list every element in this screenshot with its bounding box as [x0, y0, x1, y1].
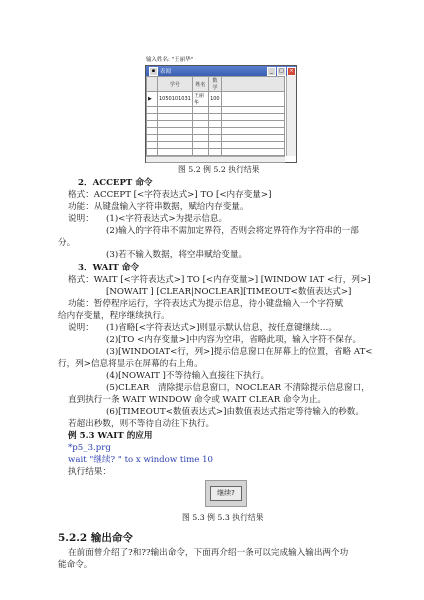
- cell-score[interactable]: 100: [209, 92, 222, 107]
- section-heading-output: 5.2.2 输出命令: [58, 532, 133, 544]
- wait-note-5: (5)CLEAR 清除提示信息窗口，NOCLEAR 不清除提示信息窗口，: [106, 383, 370, 393]
- wait-window: [205, 480, 247, 507]
- accept-note-1: (1)<字符表达式>为提示信息。: [106, 214, 228, 224]
- wait-note-2: (2)[TO <内存变量>]中内容为空串，省略此项，输入字符不保存。: [106, 335, 362, 345]
- close-icon[interactable]: ×: [287, 67, 296, 76]
- window-title: 表阅: [160, 69, 172, 75]
- table-row: [147, 128, 285, 135]
- section-heading-wait: 3．WAIT 命令: [78, 263, 139, 273]
- figure-caption-5-3: 图 5.3 例 5.3 执行结果: [182, 513, 264, 522]
- continue-button[interactable]: 继续?: [210, 486, 242, 501]
- code-line-1: *p5_3.prg: [68, 443, 111, 453]
- table-row: [147, 107, 285, 114]
- result-label: 执行结果：: [68, 467, 111, 477]
- wait-format-1: 格式：WAIT [<字符表达式>] TO [<内存变量>] [WINDOW IAT <行，列>]: [68, 275, 371, 285]
- accept-note-label: 说明：: [68, 214, 94, 224]
- row-marker-header: [147, 77, 158, 92]
- example-title: 例 5.3 WAIT 的应用: [68, 431, 153, 441]
- browse-grid[interactable]: [146, 76, 285, 156]
- accept-note-2: (2)输入的字符串不需加定界符，否则会将定界符作为字符串的一部: [106, 226, 359, 236]
- wait-function-2: 给内存变量，程序继续执行。: [58, 311, 170, 321]
- horizontal-scrollbar[interactable]: [146, 156, 285, 162]
- column-header-id[interactable]: 学号: [158, 77, 193, 92]
- wait-note-1: (1)省略[<字符表达式>]则显示默认信息，按任意键继续…。: [106, 323, 337, 333]
- wait-note-label: 说明：: [68, 323, 94, 333]
- wait-note-6: (6)[TIMEOUT<数值表达式>]由数值表达式指定等待输入的秒数。: [106, 407, 364, 417]
- vertical-scrollbar[interactable]: [286, 76, 296, 156]
- code-line-2: wait "继续? " to x window time 10: [68, 455, 214, 465]
- minimize-icon[interactable]: _: [267, 67, 276, 76]
- row-pointer-icon: ▶: [147, 92, 158, 107]
- wait-note-7: 若超出秒数，则不等待自动往下执行。: [68, 419, 215, 429]
- browse-window: [145, 65, 297, 163]
- wait-format-2: [NOWAIT ] [CLEAR|NOCLEAR][TIMEOUT<数值表达式>]: [106, 287, 352, 297]
- accept-function: 功能：从键盘输入字符串数据，赋给内存变量。: [68, 202, 249, 212]
- table-row: [147, 114, 285, 121]
- accept-format: 格式：ACCEPT [<字符表达式>] TO [<内存变量>]: [68, 190, 272, 200]
- column-header-math[interactable]: 数学: [209, 77, 222, 92]
- output-paragraph-1: 在前面曾介绍了?和??输出命令，下面再介绍一条可以完成输入输出两个功: [68, 548, 349, 558]
- table-row[interactable]: [147, 92, 285, 107]
- figure-caption-5-2: 图 5.2 例 5.2 执行结果: [178, 165, 260, 174]
- input-prompt-text: 输入姓名: "王丽华": [146, 57, 194, 63]
- accept-note-3: (3)若不输入数据，将空串赋给变量。: [106, 250, 248, 260]
- cell-name[interactable]: 王丽华: [192, 92, 208, 107]
- wait-note-4: (4)[NOWAIT ]不等待输入直接往下执行。: [106, 371, 270, 381]
- cell-id[interactable]: 1050101031: [158, 92, 193, 107]
- table-row: [147, 121, 285, 128]
- maximize-icon[interactable]: □: [277, 67, 286, 76]
- wait-note-3: (3)[WINDOIAT<行，列>]提示信息窗口在屏幕上的位置，省略 AT<: [106, 347, 373, 357]
- window-titlebar: [146, 66, 296, 76]
- table-row: [147, 135, 285, 142]
- output-paragraph-2: 能命令。: [58, 560, 93, 570]
- column-header-name[interactable]: 姓名: [192, 77, 208, 92]
- wait-note-3-cont: 行，列>信息将显示在屏幕的右上角。: [58, 359, 203, 369]
- window-menu-icon[interactable]: ▪: [149, 67, 158, 76]
- wait-function-1: 功能：暂停程序运行，字符表达式为提示信息，待小键盘输入一个字符赋: [68, 299, 344, 309]
- wait-note-5-cont: 直到执行一条 WAIT WINDOW 命令或 WAIT CLEAR 命令为止。: [68, 395, 326, 405]
- table-row: [147, 149, 285, 156]
- accept-note-2-cont: 分。: [58, 238, 76, 248]
- section-heading-accept: 2．ACCEPT 命令: [78, 178, 153, 188]
- column-header-empty: [222, 77, 285, 92]
- table-row: [147, 142, 285, 149]
